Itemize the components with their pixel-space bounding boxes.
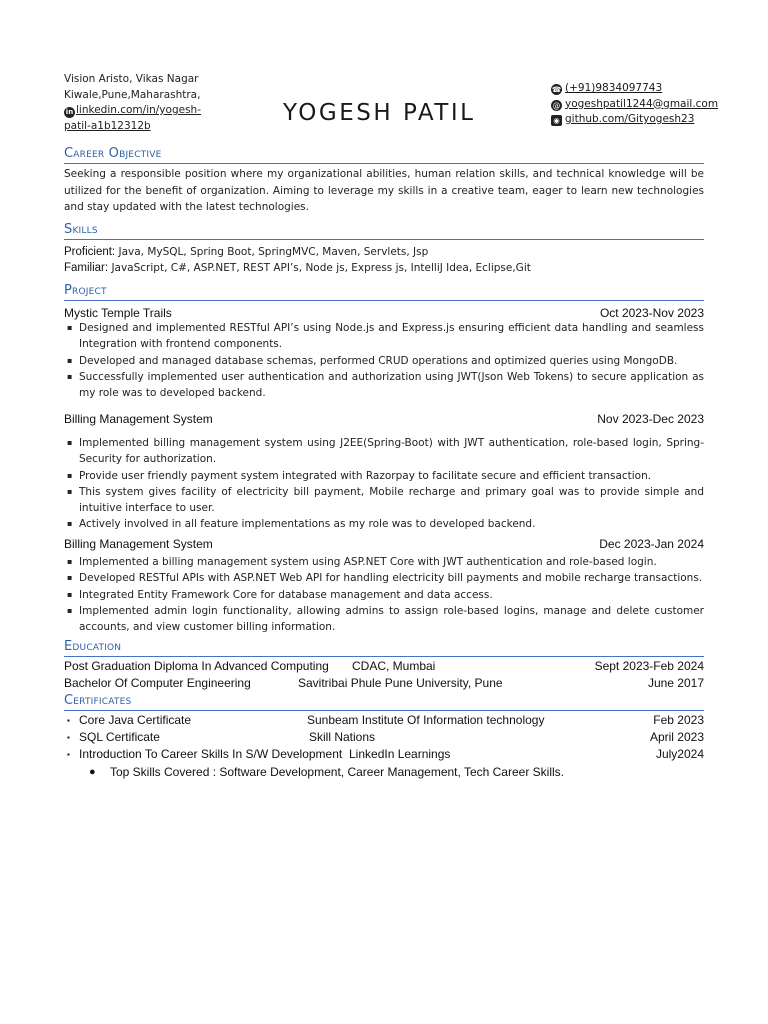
education-date: June 2017 <box>647 676 704 690</box>
list-item: ▪ Implemented admin login functionality, allowing admins to assign role-based logins, manage and delete customer accounts, and view customer billing information. <box>64 603 704 636</box>
list-item: ▪ Implemented billing management system using J2EE(Spring-Boot) with JWT authentication, role-based login, Spring-Security for authorization. <box>64 435 704 468</box>
contact-block <box>551 81 718 128</box>
project-name: Billing Management System <box>64 412 213 426</box>
project-bullets <box>64 435 704 533</box>
linkedin-link-cont[interactable]: patil-a1b12312b <box>64 119 151 132</box>
certificate-date: April 2023 <box>649 730 704 744</box>
familiar-list: JavaScript, C#, ASP.NET, REST API’s, Node js, Express js, IntelliJ Idea, Eclipse,Git <box>111 262 531 274</box>
certificate-sub-bullet <box>90 764 564 780</box>
project-heading: Project <box>64 283 704 301</box>
github-link[interactable]: ◉ github.com/Gityogesh23 <box>551 112 718 128</box>
certificate-issuer: LinkedIn Learnings <box>349 747 451 761</box>
education-date: Sept 2023-Feb 2024 <box>594 659 704 673</box>
career-objective-text: Seeking a responsible position where my organizational abilities, human relation skills, and technical knowledge will be utilized for the benefit of organization. Aiming to leverage my skills in a creative team, eager to learn new technologies and stay updated with the latest technologies. <box>64 168 704 213</box>
certificate-date: July2024 <box>655 747 704 761</box>
education-heading: Education <box>64 639 704 657</box>
certificate-name: SQL Certificate <box>79 730 160 744</box>
certificate-issuer: Sunbeam Institute Of Information technology <box>307 713 545 727</box>
institute: CDAC, Mumbai <box>352 659 436 673</box>
bullet-icon: ● <box>89 766 96 778</box>
project-date: Dec 2023-Jan 2024 <box>599 537 704 551</box>
skills-proficient <box>64 244 704 260</box>
bullet-icon: ▪ <box>67 750 70 759</box>
certificates-heading: Certificates <box>64 693 704 711</box>
certificate-issuer: Skill Nations <box>309 730 376 744</box>
degree: Post Graduation Diploma In Advanced Computing <box>64 659 329 673</box>
project-bullets <box>64 554 704 635</box>
phone-icon: ☎ <box>551 85 562 94</box>
list-item: ▪ Designed and implemented RESTful API’s using Node.js and Express.js ensuring efficient data handling and seamless Integration with frontend components. <box>64 320 704 353</box>
skills-heading: Skills <box>64 222 704 240</box>
github-icon: ◉ <box>551 115 562 126</box>
linkedin-link[interactable]: in linkedin.com/in/yogesh- <box>65 104 201 116</box>
bullet-icon: ▪ <box>67 716 70 725</box>
address-line-1: Vision Aristo, Vikas Nagar <box>64 73 199 85</box>
project-title <box>64 536 704 552</box>
list-item: ▪ Successfully implemented user authentication and authorization using JWT(Json Web Tokens) to secure application as my role was to developed backend. <box>64 369 704 402</box>
top-skills-text: Top Skills Covered : Software Development, Career Management, Tech Career Skills. <box>110 765 564 779</box>
project-date: Oct 2023-Nov 2023 <box>599 306 704 320</box>
project-name: Billing Management System <box>64 537 213 551</box>
phone-link[interactable]: ☎ (+91)9834097743 <box>551 82 663 94</box>
proficient-label: Proficient: <box>64 246 116 258</box>
list-item: ▪ Integrated Entity Framework Core for database management and data access. <box>64 587 704 603</box>
degree: Bachelor Of Computer Engineering <box>64 676 251 690</box>
proficient-list: Java, MySQL, Spring Boot, SpringMVC, Maven, Servlets, Jsp <box>118 246 429 258</box>
project-title <box>64 411 704 427</box>
list-item: ▪ Developed RESTful APIs with ASP.NET Web API for handling electricity bill payments and mobile recharge transactions. <box>64 570 704 586</box>
list-item: ▪ Provide user friendly payment system integrated with Razorpay to facilitate secure and efficient transaction. <box>64 468 704 484</box>
familiar-label: Familiar: <box>64 262 109 274</box>
skills-familiar <box>64 260 704 276</box>
list-item: ▪ Actively involved in all feature implementations as my role was to developed backend. <box>64 516 704 532</box>
institute: Savitribai Phule Pune University, Pune <box>298 676 503 690</box>
career-objective-heading: Career Objective <box>64 146 704 164</box>
email-link[interactable]: @ yogeshpatil1244@gmail.com <box>552 97 719 110</box>
certificate-name: Core Java Certificate <box>79 713 192 727</box>
list-item: ▪ Developed and managed database schemas, performed CRUD operations and optimized queries using MongoDB. <box>64 353 704 369</box>
bullet-icon: ▪ <box>67 733 70 742</box>
project-date: Nov 2023-Dec 2023 <box>597 412 704 426</box>
certificate-name: Introduction To Career Skills In S/W Development <box>79 747 343 761</box>
email-icon: @ <box>552 100 561 110</box>
list-item: ▪ Implemented a billing management system using ASP.NET Core with JWT authentication and role-based login. <box>64 554 704 570</box>
project-title <box>64 305 704 321</box>
project-name: Mystic Temple Trails <box>64 306 172 320</box>
linkedin-icon: in <box>65 108 74 116</box>
candidate-name: YOGESH PATIL <box>283 100 476 126</box>
certificate-date: Feb 2023 <box>653 713 704 727</box>
address-line-2: Kiwale,Pune,Maharashtra, <box>64 88 201 101</box>
list-item: ▪ This system gives facility of electricity bill payment, Mobile recharge and primary goal was to provide simple and intuitive interface to user. <box>64 484 704 517</box>
address-block <box>64 72 201 134</box>
project-bullets <box>64 320 704 401</box>
